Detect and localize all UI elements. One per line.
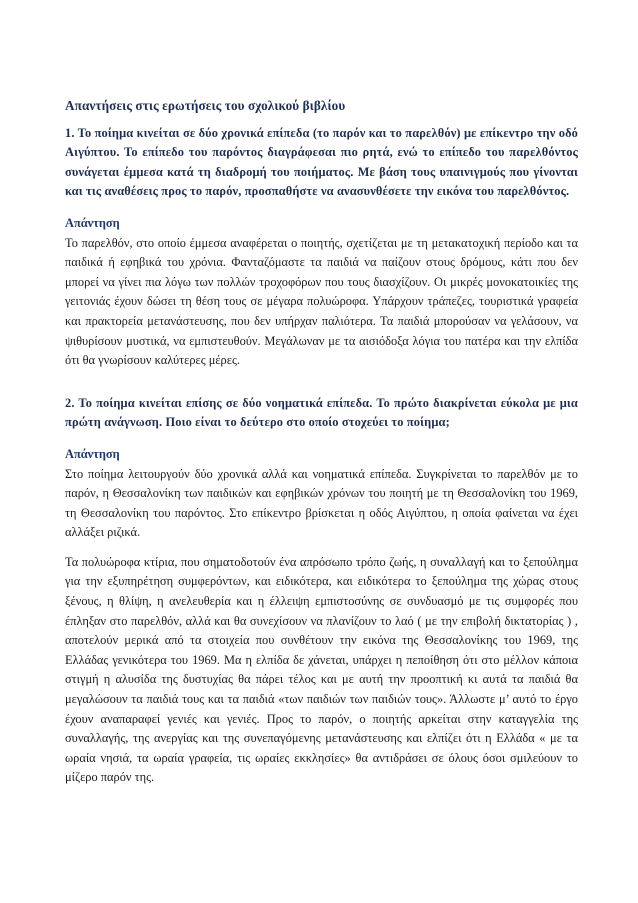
question-section-2	[65, 394, 578, 788]
question-2: 2. Το ποίημα κινείται επίσης σε δύο νοηματικά επίπεδα. Το πρώτο διακρίνεται εύκολα με μια πρώτη ανάγνωση. Ποιο είναι το δεύτερο στο οποίο στοχεύει το ποίημα;	[65, 395, 578, 430]
document-page	[65, 96, 578, 788]
answer-2-paragraph-1: Στο ποίημα λειτουργούν δύο χρονικά αλλά και νοηματικά επίπεδα. Συγκρίνεται το παρελθόν με το παρόν, η Θεσσαλονίκη των παιδικών και εφηβικών χρόνων του ποιητή με τη Θεσσαλονίκη του 1969, τη Θεσσαλονίκη του παρόντος. Στο επίκεντρο βρίσκεται η οδός Αιγύπτου, η οποία φαίνεται να έχει αλλάξει ριζικά.	[65, 466, 578, 540]
paragraph-spacer	[65, 543, 578, 553]
answer-label-1: Απάντηση	[65, 215, 120, 230]
document-title: Απαντήσεις στις ερωτήσεις του σχολικού βιβλίου	[65, 98, 346, 113]
question-section-1	[65, 124, 578, 371]
answer-2-paragraph-2: Τα πολυώροφα κτίρια, που σηματοδοτούν ένα απρόσωπο τρόπο ζωής, η συναλλαγή και το ξεπούλημα για την εξυπηρέτηση συμφερόντων, και ειδικότερα, και ειδικότερα το ξεπούλημα της χώρας στους ξένους, η θλίψη, η ανελευθερία και η έλλειψη εμπιστοσύνης σε συνδυασμό με τις συμφορές που έπληξαν στο παρελθόν, αλλά και θα συνεχίσουν να πλανίζουν το λαό ( με την επιβολή δικτατορίας ) , αποτελούν μερικά από τα στοιχεία που συνθέτουν την εικόνα της Θεσσαλονίκης του 1969, της Ελλάδας γενικότερα του 1969. Μα η ελπίδα δε χάνεται, υπάρχει η πεποίθηση ότι στο μέλλον κάποια στιγμή η αλυσίδα της δυστυχίας θα πάρει τέλος και με αυτή την προοπτική κι αυτά τα παιδιά θα μεγαλώσουν τα παιδιά τους και τα παιδιά «των παιδιών των παιδιών τους». Άλλωστε μ’ αυτό το έργο έχουν αναπαραφεί γενιές και γενιές. Προς το παρόν, ο ποιητής αρκείται στην καταγγελία της συναλλαγής, της ανεργίας και της συνεπαγόμενης μετανάστευσης και ελπίζει ότι η Ελλάδα « με τα ωραία νησιά, τα ωραία γραφεία, τις ωραίες εκκλησίες» θα αντιδράσει σε όλους όσοι σμιλεύουν το μίζερο παρόν της.	[65, 554, 578, 785]
section-spacer	[65, 371, 578, 394]
answer-label-2: Απάντηση	[65, 446, 120, 461]
question-1: 1. Το ποίημα κινείται σε δύο χρονικά επίπεδα (το παρόν και το παρελθόν) με επίκεντρο την οδό Αιγύπτου. Το επίπεδο του παρόντος διαγράφεσαι πιο ρητά, ενώ το επίπεδο του παρελθόντος συνάγεται έμμεσα κατά τη διαδρομή του ποιήματος. Με βάση τους υπαινιγμούς που γίνονται και τις αναθέσεις προς το παρόν, προσπαθήστε να ανασυνθέσετε την εικόνα του παρελθόντος.	[65, 125, 578, 199]
answer-1-paragraph-1: Το παρελθόν, στο οποίο έμμεσα αναφέρεται ο ποιητής, σχετίζεται με τη μετακατοχική περίοδο και τα παιδικά ή εφηβικά του χρόνια. Φανταζόμαστε τα παιδιά να παίζουν στους δρόμους, κάτι που δεν μπορεί να γίνει πια λόγω των πολλών τροχοφόρων που τους διασχίζουν. Οι μικρές μονοκατοικίες της γειτονιάς έχουν δώσει τη θέση τους σε μέγαρα πολυώροφα. Υπάρχουν τράπεζες, τουριστικά γραφεία και πρακτορεία μετανάστευσης, που δεν υπήρχαν παλιότερα. Τα παιδιά μπορούσαν να γελάσουν, να ψιθυρίσουν μυστικά, να εμπιστευθούν. Μεγάλωναν με τα αισιόδοξα λόγια του πατέρα και την ελπίδα ότι θα γνωρίσουν καλύτερες μέρες.	[65, 235, 578, 368]
